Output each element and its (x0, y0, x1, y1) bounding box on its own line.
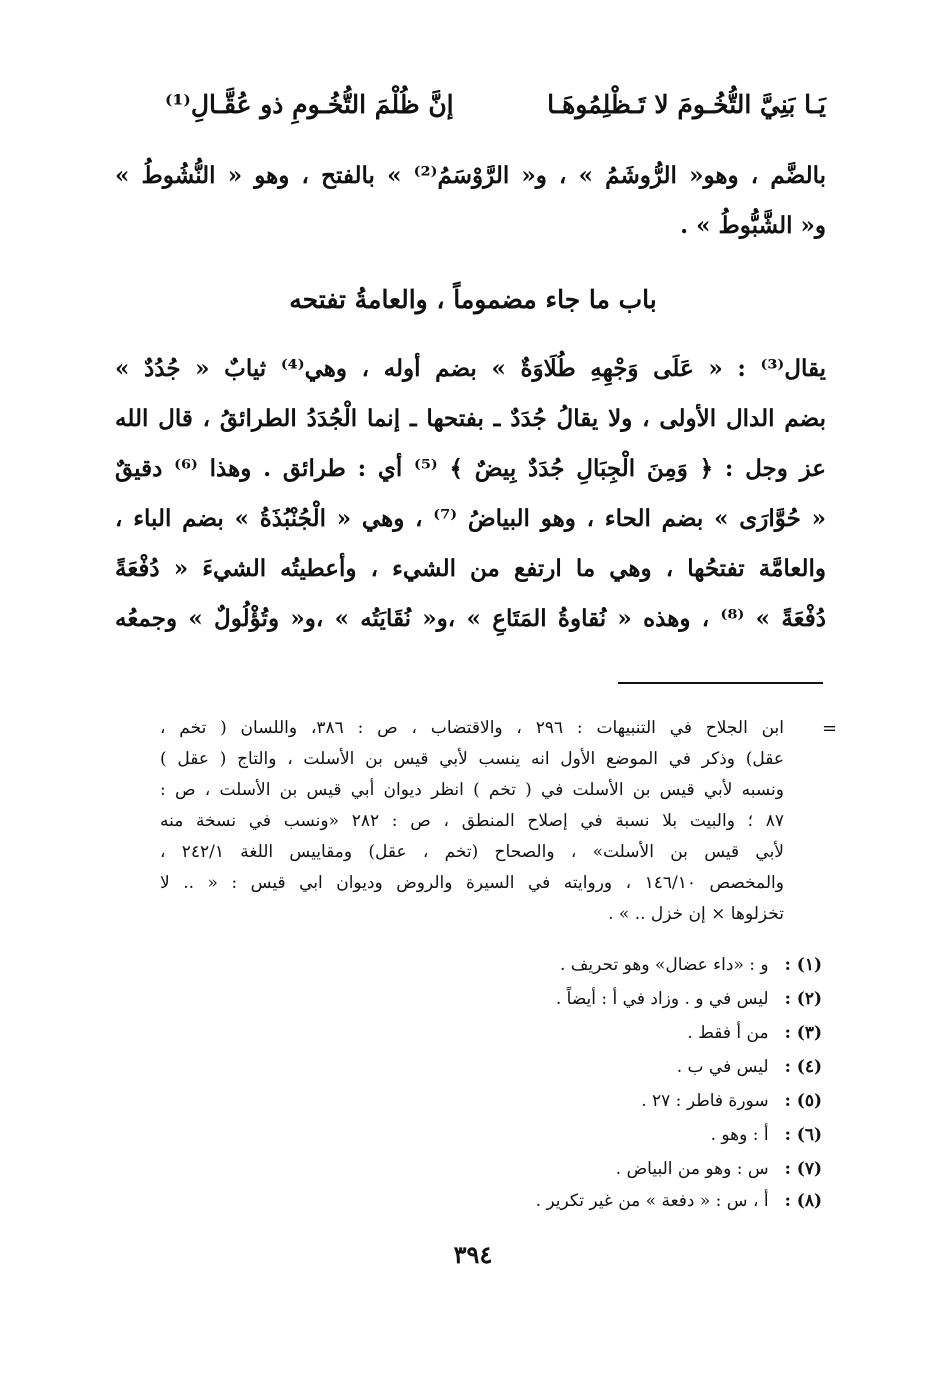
footnote-continuation-marker: = (822, 718, 838, 739)
footnote-number: (٨) : (784, 1191, 822, 1211)
footnote-text: و : «داء عضال» وهو تحريف . (559, 955, 769, 975)
footnote-number: (٤) : (784, 1057, 822, 1077)
footnote-line: تخزلوها × إن خزل .. » . (608, 904, 784, 924)
footnote-line: ابن الجلاح في التنبيهات : ٢٩٦ ، والاقتضاب ، ص : ٣٨٦، واللسان ( تخم ، (160, 718, 784, 738)
footnote-item (556, 989, 822, 1009)
text-line: يقال⁽³⁾ : « عَلَى وَجْهِهِ طُلَاوَةٌ » بضم أوله ، وهي⁽⁴⁾ ثيابٌ « جُدُدٌ » (115, 355, 826, 382)
footnote-item (641, 1091, 822, 1111)
footnote-item (616, 1159, 822, 1179)
text-line: و« الشَّبُّوطُ » . (680, 212, 826, 239)
footnote-number: (٥) : (784, 1091, 822, 1111)
text-line: بضم الدال الأولى ، ولا يقالُ جُدَدٌ ـ بفتحها ـ إنما الْجُدَدُ الطرائقُ ، قال الله (115, 405, 826, 432)
text-line: دُفْعَةً » ⁽⁸⁾ ، وهذه « نُقاوةُ المَتَاعِ » ،و« نُقَايَتُه » ،و« وتُؤْلُولٌ » وجمعُه (115, 605, 826, 632)
footnote-number: (٣) : (784, 1023, 822, 1043)
footnote-text: أ ، س : « دفعة » من غير تكرير . (535, 1191, 769, 1211)
footnote-line: ٨٧ ؛ والبيت بلا نسبة في إصلاح المنطق ، ص : ٢٨٢ «ونسب في نسخة منه (160, 811, 784, 831)
footnote-number: (٢) : (784, 989, 822, 1009)
text-line: « حُوَّارَى » بضم الحاء ، وهو البياضُ ⁽⁷⁾ ، وهي « الْجُنْبُذَةُ » بضم الباء ، (115, 505, 826, 532)
text-line: بالضَّم ، وهو« الرُّوشَمُ » ، و« الرَّوْسَمُ⁽²⁾ » بالفتح ، وهو « النُّشُوطُ » (115, 162, 826, 189)
footnote-text: ليس في و . وزاد في أ : أيضاً . (555, 989, 769, 1009)
footnote-text: س : وهو من البياض . (615, 1159, 769, 1179)
footnote-item (560, 955, 822, 975)
footnote-item (677, 1057, 822, 1077)
footnote-line: والمخصص ١٤٦/١٠ ، وروايته في السيرة والروض وديوان ابي قيس : « .. لا (160, 873, 784, 893)
footnote-item (536, 1191, 822, 1211)
footnote-text: ليس في ب . (676, 1057, 769, 1077)
verse-second-hemistich: إنَّ ظُلْمَ التُّخُـومِ ذو عُقَّـالِ⁽¹⁾ (165, 90, 454, 119)
footnote-number: (٧) : (784, 1159, 822, 1179)
footnote-line: عقل) وذكر في الموضع الأول انه ينسب لأبي قيس بن الأسلت ، والتاج ( عقل ) (160, 749, 784, 769)
footnote-line: ونسبه لأبي قيس بن الأسلت في ( تخم ) انظر ديوان أبي قيس بن الأسلت ، ص : (160, 780, 784, 800)
text-line: والعامَّة تفتحُها ، وهي ما ارتفع من الشيء ، وأعطيتُه الشيءَ « دُفْعَةً (115, 555, 826, 582)
verse-first-hemistich: يَـا بَنِيَّ التُّخُـومَ لا تَـظْلِمُوهَـا (547, 90, 826, 119)
footnote-separator (618, 682, 823, 684)
footnote-number: (٦) : (784, 1125, 822, 1145)
section-heading: باب ما جاء مضموماً ، والعامةُ تفتحه (289, 285, 657, 314)
footnote-number: (١) : (784, 955, 822, 975)
footnote-text: من أ فقط . (687, 1023, 769, 1043)
page-number: ٣٩٤ (453, 1240, 493, 1269)
footnote-item (687, 1023, 822, 1043)
poetry-verse (165, 90, 826, 150)
footnote-text: سورة فاطر : ٢٧ . (641, 1091, 769, 1111)
footnote-item (711, 1125, 822, 1145)
text-line: عز وجل : ﴿ وَمِنَ الْجِبَالِ جُدَدٌ بِيضٌ ﴾ ⁽⁵⁾ أي : طرائق . وهذا ⁽⁶⁾ دقيقٌ (115, 455, 826, 482)
footnote-text: أ : وهو . (710, 1125, 769, 1145)
footnote-line: لأبي قيس بن الأسلت» ، والصحاح (تخم ، عقل) ومقاييس اللغة ٢٤٢/١ ، (160, 842, 784, 862)
